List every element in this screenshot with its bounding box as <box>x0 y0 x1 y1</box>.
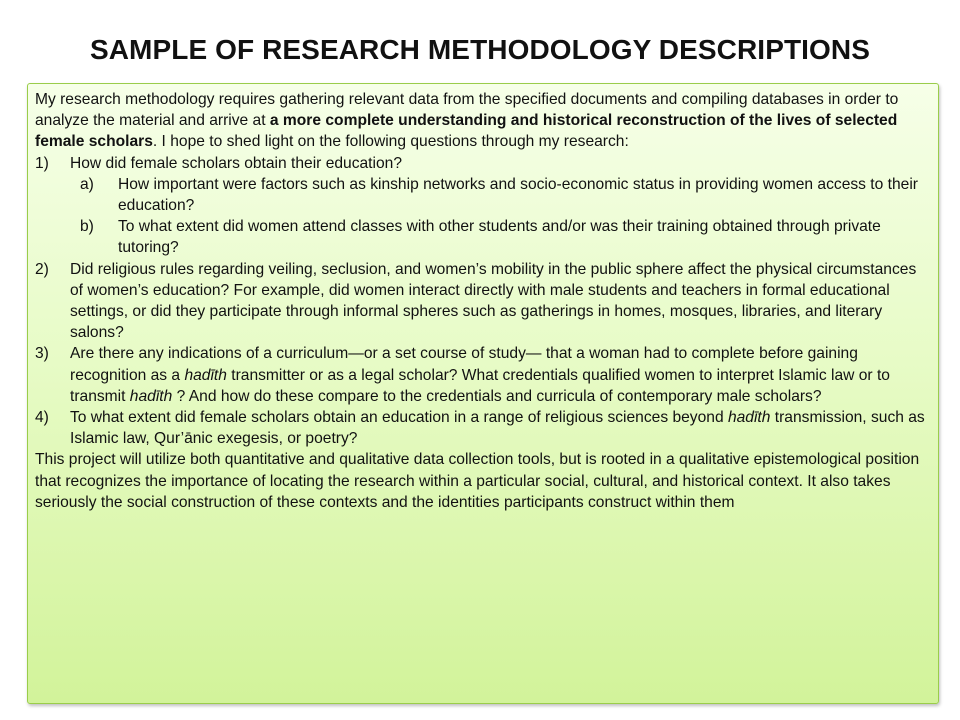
question-4-text <box>70 407 930 449</box>
question-1b-text: To what extent did women attend classes with other students and/or was their training obtained through private tutoring? <box>118 218 881 257</box>
question-1 <box>35 153 930 174</box>
question-2 <box>35 259 930 344</box>
question-3-text <box>70 343 930 407</box>
slide-title: SAMPLE OF RESEARCH METHODOLOGY DESCRIPTIONS <box>89 34 871 65</box>
closing-paragraph: This project will utilize both quantitative and qualitative data collection tools, but is rooted in a qualitative epistemological position that recognizes the importance of locating the research within a particular social, cultural, and historical context. It also takes seriously the social construction of these contexts and the identities participants construct within them <box>35 451 920 511</box>
question-3-term-1: hadīth <box>184 366 227 384</box>
question-3 <box>35 343 930 407</box>
question-4-number: 4) <box>35 409 49 427</box>
intro-bold-phrase: a more complete understanding and historical reconstruction of the lives of selected female scholars <box>35 112 898 151</box>
question-1b <box>80 216 930 258</box>
question-3-number: 3) <box>35 345 49 363</box>
question-3-term-2: hadīth <box>129 387 173 405</box>
question-4 <box>35 407 930 449</box>
question-3-part-2: transmitter or as a legal scholar? What credentials qualified women to interpret Islamic law or to transmit <box>70 366 890 405</box>
methodology-text-box <box>27 83 939 704</box>
question-3-part-3: ? And how do these compare to the credentials and curricula of contemporary male scholars? <box>172 387 822 405</box>
question-4-part-2: transmission, such as Islamic law, Qur’ānic exegesis, or poetry? <box>70 409 925 448</box>
question-1-text: How did female scholars obtain their education? <box>70 154 402 172</box>
question-4-term: hadīth <box>727 409 771 427</box>
intro-text-start: My research methodology requires gathering relevant data from the specified documents and compiling databases in order to analyze the material and arrive at <box>35 91 899 130</box>
question-1a-letter: a) <box>80 175 94 193</box>
question-2-text: Did religious rules regarding veiling, seclusion, and women’s mobility in the public sphere affect the physical circumstances of women’s education? For example, did women interact directly with male students and teachers in formal educational settings, or did they participate through informal spheres such as gatherings in homes, mosques, libraries, and literary salons? <box>70 260 917 342</box>
intro-paragraph <box>35 89 930 153</box>
question-1b-letter: b) <box>80 218 94 236</box>
question-2-number: 2) <box>35 260 49 278</box>
question-1-number: 1) <box>35 154 49 172</box>
question-1a-text: How important were factors such as kinship networks and socio-economic status in providing women access to their education? <box>118 175 918 215</box>
question-1a <box>80 174 930 216</box>
question-4-part-1: To what extent did female scholars obtain an education in a range of religious sciences beyond <box>70 409 728 427</box>
intro-text-end: . I hope to shed light on the following questions through my research: <box>152 133 629 151</box>
question-3-part-1: Are there any indications of a curriculum—or a set course of study— that a woman had to complete before gaining recognition as a <box>70 345 858 384</box>
